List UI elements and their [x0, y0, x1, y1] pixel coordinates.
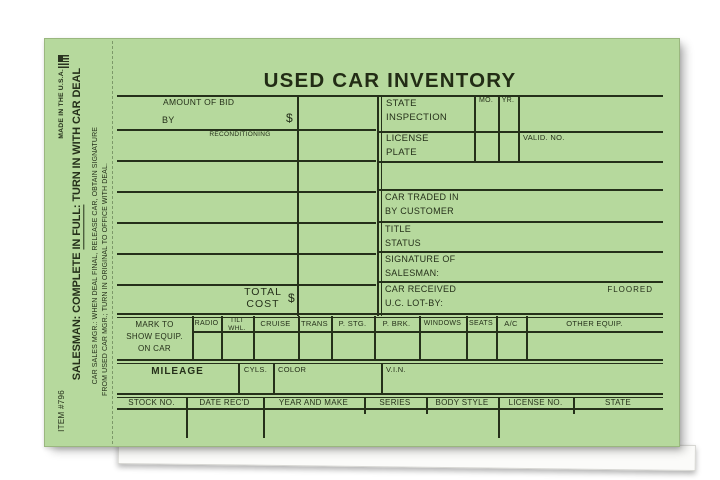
state-column-label: STATE: [604, 398, 632, 407]
item-number: ITEM #796: [57, 390, 66, 432]
color-label: COLOR: [278, 365, 307, 374]
grid-line: [381, 363, 383, 394]
series-column-label: SERIES: [379, 398, 411, 407]
grid-line: [379, 161, 663, 163]
car-traded-in-label: BY CUSTOMER: [385, 206, 454, 216]
floored-label: FLOORED: [607, 285, 653, 294]
radio-column-label: RADIO: [194, 320, 219, 327]
mark-to-show-equip-label: ON CAR: [138, 344, 171, 353]
car-traded-in-label: CAR TRADED IN: [385, 192, 459, 202]
grid-line: [273, 363, 275, 394]
other-equip-column-label: OTHER EQUIP.: [566, 319, 623, 328]
perforation-line: [112, 41, 113, 444]
grid-line: [297, 95, 299, 316]
mark-to-show-equip-label: SHOW EQUIP.: [126, 332, 183, 341]
state-inspection-label: STATE: [386, 98, 417, 109]
signature-of-salesman-label: SIGNATURE OF: [385, 254, 456, 264]
p-brk-column-label: P. BRK.: [382, 319, 411, 328]
title-status-label: TITLE: [385, 224, 412, 234]
total-dollar-sign: $: [288, 291, 295, 305]
yr-label: YR.: [501, 97, 515, 104]
car-received-label: CAR RECEIVED: [385, 284, 457, 294]
signature-of-salesman-label: SALESMAN:: [385, 268, 440, 278]
grid-line: [117, 222, 376, 224]
grid-line: [381, 95, 383, 316]
grid-line: [117, 408, 663, 410]
grid-line: [192, 331, 663, 333]
mileage-label: MILEAGE: [151, 366, 204, 377]
manager-note-1: CAR SALES MGR.: WHEN DEAL FINAL, RELEASE CAR, OBTAIN SIGNATURE: [92, 126, 99, 384]
windows-column-label: WINDOWS: [423, 320, 462, 327]
ac-column-label: A/C: [504, 319, 518, 328]
cyls-label: CYLS.: [243, 365, 268, 374]
grid-line: [377, 95, 379, 316]
grid-line: [117, 191, 376, 193]
title-status-label: STATUS: [385, 238, 421, 248]
car-received-label: U.C. LOT-BY:: [385, 298, 444, 308]
cruise-column-label: CRUISE: [260, 319, 291, 328]
grid-line: [518, 95, 520, 161]
stock-no-column-label: STOCK NO.: [128, 398, 175, 407]
us-flag-icon: [58, 55, 69, 68]
bid-dollar-sign: $: [286, 111, 293, 125]
manager-note-2: FROM USED CAR MGR.; TURN IN ORIGINAL TO OFFICE WITH DEAL.: [102, 163, 109, 396]
grid-line: [379, 281, 663, 283]
grid-line: [117, 393, 663, 395]
license-plate-label: PLATE: [386, 147, 417, 158]
amount-of-bid-label: AMOUNT OF BID: [163, 97, 235, 107]
year-and-make-column-label: YEAR AND MAKE: [278, 398, 349, 407]
license-plate-label: LICENSE: [386, 133, 429, 144]
grid-line: [379, 189, 663, 191]
by-label: BY: [162, 115, 175, 125]
tilt-whl-column-label: TILT: [229, 317, 245, 324]
mo-label: MO.: [478, 97, 494, 104]
date-recd-column-label: DATE REC'D: [199, 398, 250, 407]
made-in-usa-label: MADE IN THE U.S.A.: [58, 69, 65, 139]
total-cost-label: COST: [246, 298, 280, 310]
grid-line: [117, 317, 663, 319]
seats-column-label: SEATS: [469, 320, 493, 327]
grid-line: [117, 253, 376, 255]
grid-line: [117, 313, 663, 315]
grid-line: [474, 95, 476, 161]
state-inspection-label: INSPECTION: [386, 112, 448, 123]
grid-line: [117, 363, 663, 365]
valid-no-label: VALID. NO.: [523, 133, 565, 142]
grid-line: [117, 160, 376, 162]
tilt-whl-column-label: WHL.: [228, 324, 246, 332]
trans-column-label: TRANS: [301, 319, 328, 328]
reconditioning-label: RECONDITIONING: [209, 131, 271, 138]
grid-line: [379, 221, 663, 223]
license-no-column-label: LICENSE NO.: [508, 398, 563, 407]
grid-line: [379, 251, 663, 253]
total-cost-label: TOTAL: [244, 286, 282, 298]
used-car-inventory-card: [44, 38, 680, 447]
body-style-column-label: BODY STYLE: [435, 398, 489, 407]
mark-to-show-equip-label: MARK TO: [135, 320, 174, 329]
p-stg-column-label: P. STG.: [338, 319, 367, 328]
salesman-instruction: SALESMAN: COMPLETE IN FULL: TURN IN WITH CAR DEAL: [71, 67, 83, 380]
grid-line: [117, 359, 663, 361]
vin-label: V.I.N.: [386, 365, 406, 374]
grid-line: [498, 95, 500, 161]
form-title: USED CAR INVENTORY: [263, 69, 517, 92]
